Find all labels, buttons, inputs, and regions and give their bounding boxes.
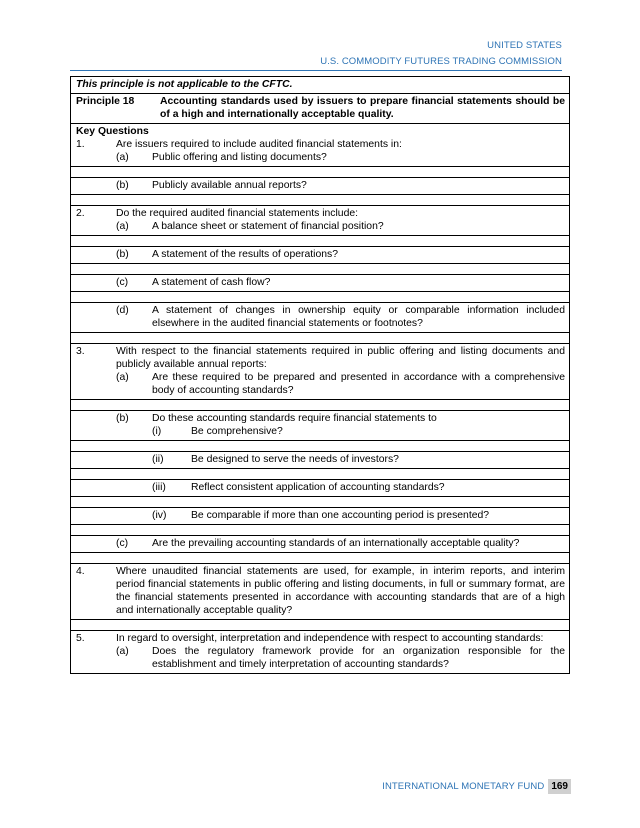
question-3b-ii [76,453,565,466]
sub-text: Be comprehensive? [191,426,283,437]
sub-label: (a) [116,221,129,232]
sub-label: (iii) [152,482,166,493]
question-3b-iv [76,509,565,522]
sub-text: Be comparable if more than one accounting period is presented? [191,510,490,521]
table-row [71,247,570,264]
blank-row [71,333,570,344]
sub-text: A statement of changes in ownership equity or comparable information included elsewhere in the audited financial statements or footnotes? [152,305,565,329]
question-3b-i [76,425,565,438]
question-3c [76,537,565,550]
sub-text: Does the regulatory framework provide for an organization responsible for the establishment and timely interpretation of accounting standards? [152,646,565,670]
table-row [71,469,570,480]
sub-text: Are these required to be prepared and presented in accordance with a comprehensive body of accounting standards? [152,372,565,396]
table-row [71,124,570,167]
sub-text: A statement of cash flow? [152,277,271,288]
question-5 [76,632,565,645]
blank-row [71,264,570,275]
question-3b [76,412,565,425]
table-row [71,206,570,236]
blank-row [71,620,570,631]
principle-cell [71,94,570,124]
question-text: Where unaudited financial statements are used, for example, in interim reports, and interim period financial statements in public offering and listing documents, in full or summary format, are the financial statements presented in accordance with accounting standards that are of a high and internationally acceptable quality? [116,566,565,616]
sub-label: (a) [116,646,129,657]
table-row [71,236,570,247]
header-country: UNITED STATES [487,40,562,51]
table-row [71,480,570,497]
not-applicable-note: This principle is not applicable to the CFTC. [71,77,570,94]
sub-text: Do these accounting standards require financial statements to [152,413,437,424]
sub-label: (d) [116,305,129,316]
blank-row [71,400,570,411]
sub-label: (b) [116,249,129,260]
table-row [71,167,570,178]
table-row [71,195,570,206]
question-text: Do the required audited financial statements include: [116,208,359,219]
blank-row [71,236,570,247]
sub-text: Be designed to serve the needs of investors? [191,454,399,465]
table-row [71,525,570,536]
question-1b [76,179,565,192]
blank-row [71,497,570,508]
question-3a [76,371,565,397]
table-row [71,264,570,275]
sub-label: (b) [116,413,129,424]
header-rule [70,70,562,71]
page-number: 169 [548,779,571,794]
table-row [71,333,570,344]
table-row [71,553,570,564]
key-questions-heading: Key Questions [76,126,149,137]
table-row [71,631,570,674]
blank-row [71,167,570,178]
question-text: With respect to the financial statements required in public offering and listing documents and publicly available annual reports: [116,346,565,370]
blank-row [71,469,570,480]
header-agency: U.S. COMMODITY FUTURES TRADING COMMISSION [320,56,562,67]
sub-label: (c) [116,538,129,549]
sub-text: Reflect consistent application of accounting standards? [191,482,445,493]
questions-cell [71,124,570,167]
table-row [71,178,570,195]
blank-row [71,195,570,206]
table-row [71,94,570,124]
sub-label: (i) [152,426,162,437]
table-row [71,411,570,441]
question-4 [76,565,565,617]
question-1 [76,138,565,151]
question-5a [76,645,565,671]
sub-text: Are the prevailing accounting standards of an internationally acceptable quality? [152,538,520,549]
question-text: Are issuers required to include audited financial statements in: [116,139,402,150]
table-row [71,452,570,469]
table-row [71,400,570,411]
question-3b-iii [76,481,565,494]
question-3 [76,345,565,371]
question-text: In regard to oversight, interpretation and independence with respect to accounting standards: [116,633,544,644]
principle-label: Principle 18 [76,96,135,107]
sub-label: (ii) [152,454,164,465]
sub-text: Public offering and listing documents? [152,152,327,163]
question-1a [76,151,565,164]
table-row [71,497,570,508]
question-2b [76,248,565,261]
question-2 [76,207,565,220]
principle-text: Accounting standards used by issuers to prepare financial statements should be of a high and internationally acceptable quality. [160,96,565,120]
page-footer [382,779,571,794]
table-row [71,344,570,400]
question-number: 3. [76,346,85,357]
sub-label: (c) [116,277,129,288]
question-number: 1. [76,139,85,150]
question-number: 4. [76,566,85,577]
question-2d [76,304,565,330]
table-row [71,536,570,553]
footer-publisher: INTERNATIONAL MONETARY FUND [382,781,545,792]
blank-row [71,553,570,564]
blank-row [71,292,570,303]
question-2c [76,276,565,289]
sub-label: (iv) [152,510,167,521]
question-number: 5. [76,633,85,644]
table-row [71,303,570,333]
table-row [71,292,570,303]
sub-label: (a) [116,152,129,163]
sub-label: (a) [116,372,129,383]
table-row [71,564,570,620]
sub-text: A balance sheet or statement of financial position? [152,221,384,232]
sub-text: A statement of the results of operations? [152,249,338,260]
blank-row [71,525,570,536]
table-row [71,620,570,631]
table-row [71,275,570,292]
question-number: 2. [76,208,85,219]
table-row [71,77,570,94]
blank-row [71,441,570,452]
principle-table [70,76,570,674]
sub-label: (b) [116,180,129,191]
table-row [71,508,570,525]
sub-text: Publicly available annual reports? [152,180,307,191]
table-row [71,441,570,452]
question-2a [76,220,565,233]
